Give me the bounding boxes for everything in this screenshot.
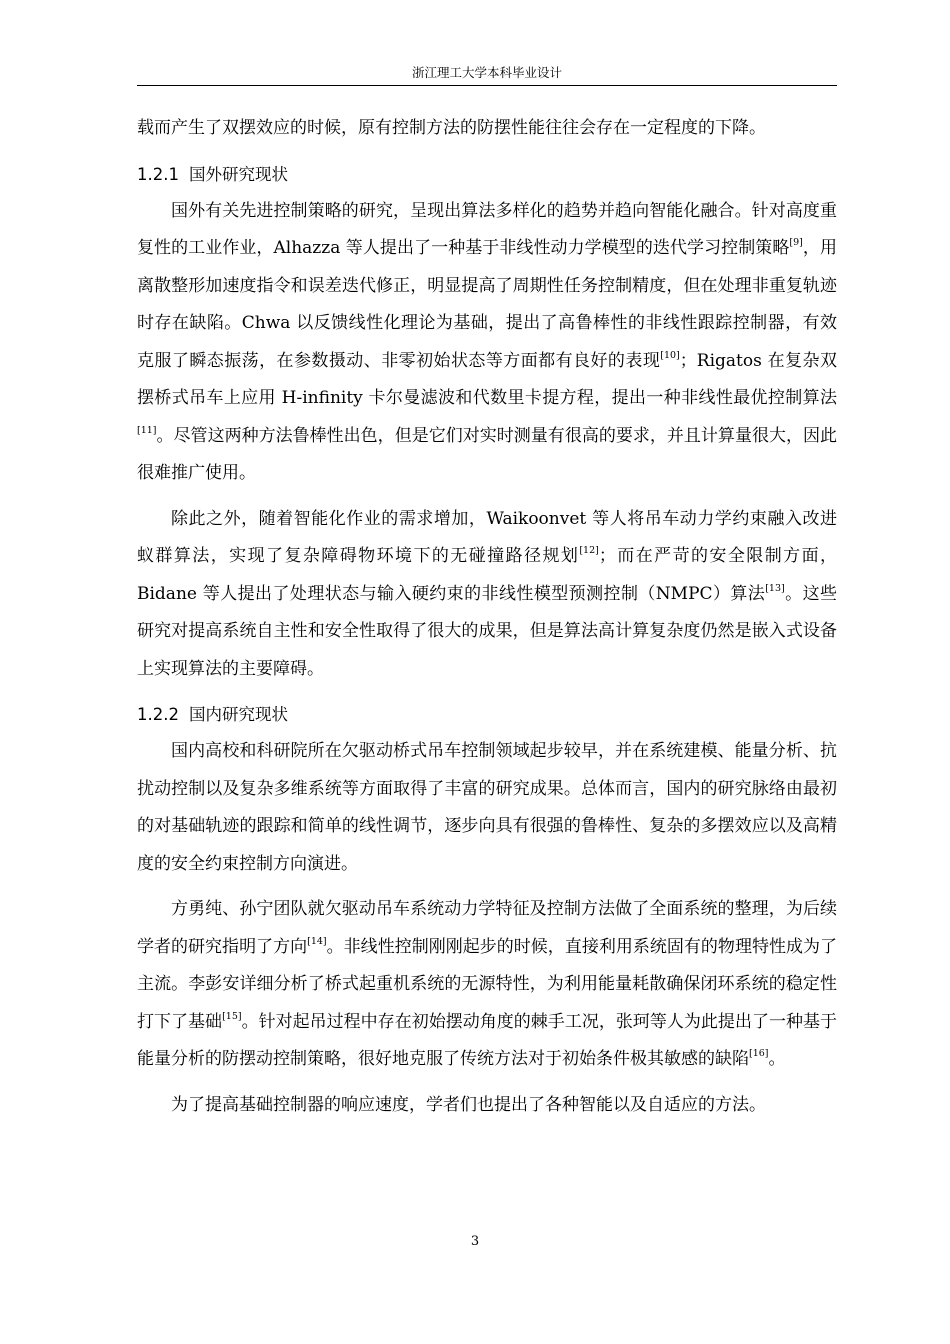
citation-14: [14] bbox=[307, 935, 327, 947]
paragraph-text: 。针对起吊过程中存在初始摆动角度的棘手工况，张珂等人为此提出了一种基于能量分析的防摆动控制策略，很好地克服了传统方法对于初始条件极其敏感的缺陷 bbox=[137, 1011, 838, 1069]
paragraph-domestic-research-3 bbox=[137, 1087, 837, 1125]
paragraph-text: 国外有关先进控制策略的研究，呈现出算法多样化的趋势并趋向智能化融合。针对高度重复性的工业作业，Alhazza 等人提出了一种基于非线性动力学模型的迭代学习控制策略 bbox=[137, 200, 837, 258]
section-heading-1-2-2 bbox=[137, 696, 837, 733]
paragraph-text: 国内高校和科研院所在欠驱动桥式吊车控制领域起步较早，并在系统建模、能量分析、抗扰动控制以及复杂多维系统等方面取得了丰富的研究成果。总体而言，国内的研究脉络由最初的对基础轨迹的跟踪和简单的线性调节，逐步向具有很强的鲁棒性、复杂的多摆效应以及高精度的安全约束控制方向演进。 bbox=[137, 741, 837, 874]
section-title: 国外研究现状 bbox=[188, 164, 288, 184]
citation-11: [11] bbox=[137, 424, 157, 436]
paragraph-text: 。 bbox=[768, 1049, 786, 1069]
citation-12: [12] bbox=[579, 545, 599, 557]
paragraph-text: 。非线性控制刚刚起步的时候，直接利用系统固有的物理特性成为了主流。李彭安详细分析了桥式起重机系统的无源特性，为利用能量耗散确保闭环系统的稳定性打下了基础 bbox=[137, 936, 838, 1032]
page-number: 3 bbox=[470, 1234, 480, 1249]
paragraph-domestic-research-2 bbox=[137, 891, 837, 1079]
paragraph-text: ；而在严苛的安全限制方面，Bidane 等人提出了处理状态与输入硬约束的非线性模型预测控制（NMPC）算法 bbox=[137, 546, 838, 604]
paragraph-domestic-research-1 bbox=[137, 733, 837, 883]
paragraph-text: 除此之外，随着智能化作业的需求增加，Waikoonvet 等人将吊车动力学约束融入改进蚁群算法，实现了复杂障碍物环境下的无碰撞路径规划 bbox=[137, 508, 837, 566]
section-title: 国内研究现状 bbox=[188, 705, 288, 724]
paragraph-text: 。尽管这两种方法鲁棒性出色，但是它们对实时测量有很高的要求，并且计算量很大，因此很难推广使用。 bbox=[137, 425, 837, 483]
citation-13: [13] bbox=[765, 582, 785, 594]
citation-15: [15] bbox=[222, 1010, 242, 1022]
paragraph-text: 载而产生了双摆效应的时候，原有控制方法的防摆性能往往会存在一定程度的下降。 bbox=[137, 118, 766, 138]
paragraph-text: 方勇纯、孙宁团队就欠驱动吊车系统动力学特征及控制方法做了全面系统的整理，为后续学者的研究指明了方向 bbox=[137, 899, 837, 957]
paragraph-foreign-research-1 bbox=[137, 193, 837, 493]
paragraph-text: 。这些研究对提高系统自主性和安全性取得了很大的成果，但是算法高计算复杂度仍然是嵌入式设备上实现算法的主要障碍。 bbox=[137, 583, 838, 679]
citation-16: [16] bbox=[749, 1048, 769, 1060]
section-number: 1.2.2 bbox=[137, 705, 179, 724]
paragraph-continuation bbox=[137, 110, 837, 148]
section-heading-1-2-1 bbox=[137, 156, 837, 193]
paragraph-text: 为了提高基础控制器的响应速度，学者们也提出了各种智能以及自适应的方法。 bbox=[171, 1094, 766, 1115]
header-title: 浙江理工大学本科毕业设计 bbox=[411, 65, 562, 80]
document-body bbox=[137, 110, 837, 1124]
paragraph-text: ，用离散整形加速度指令和误差迭代修正，明显提高了周期性任务控制精度，但在处理非重复轨迹时存在缺陷。Chwa 以反馈线性化理论为基础，提出了高鲁棒性的非线性跟踪控制器，有效克服了瞬态振荡，在参数摄动、非零初始状态等方面都有良好的表现 bbox=[137, 238, 837, 371]
citation-10: [10] bbox=[660, 349, 680, 361]
section-number: 1.2.1 bbox=[137, 164, 179, 184]
page-header bbox=[137, 64, 837, 86]
citation-9: [9] bbox=[789, 237, 803, 249]
paragraph-foreign-research-2 bbox=[137, 501, 837, 689]
paragraph-text: ；Rigatos 在复杂双摆桥式吊车上应用 H-infinity 卡尔曼滤波和代数里卡提方程，提出一种非线性最优控制算法 bbox=[137, 350, 837, 408]
